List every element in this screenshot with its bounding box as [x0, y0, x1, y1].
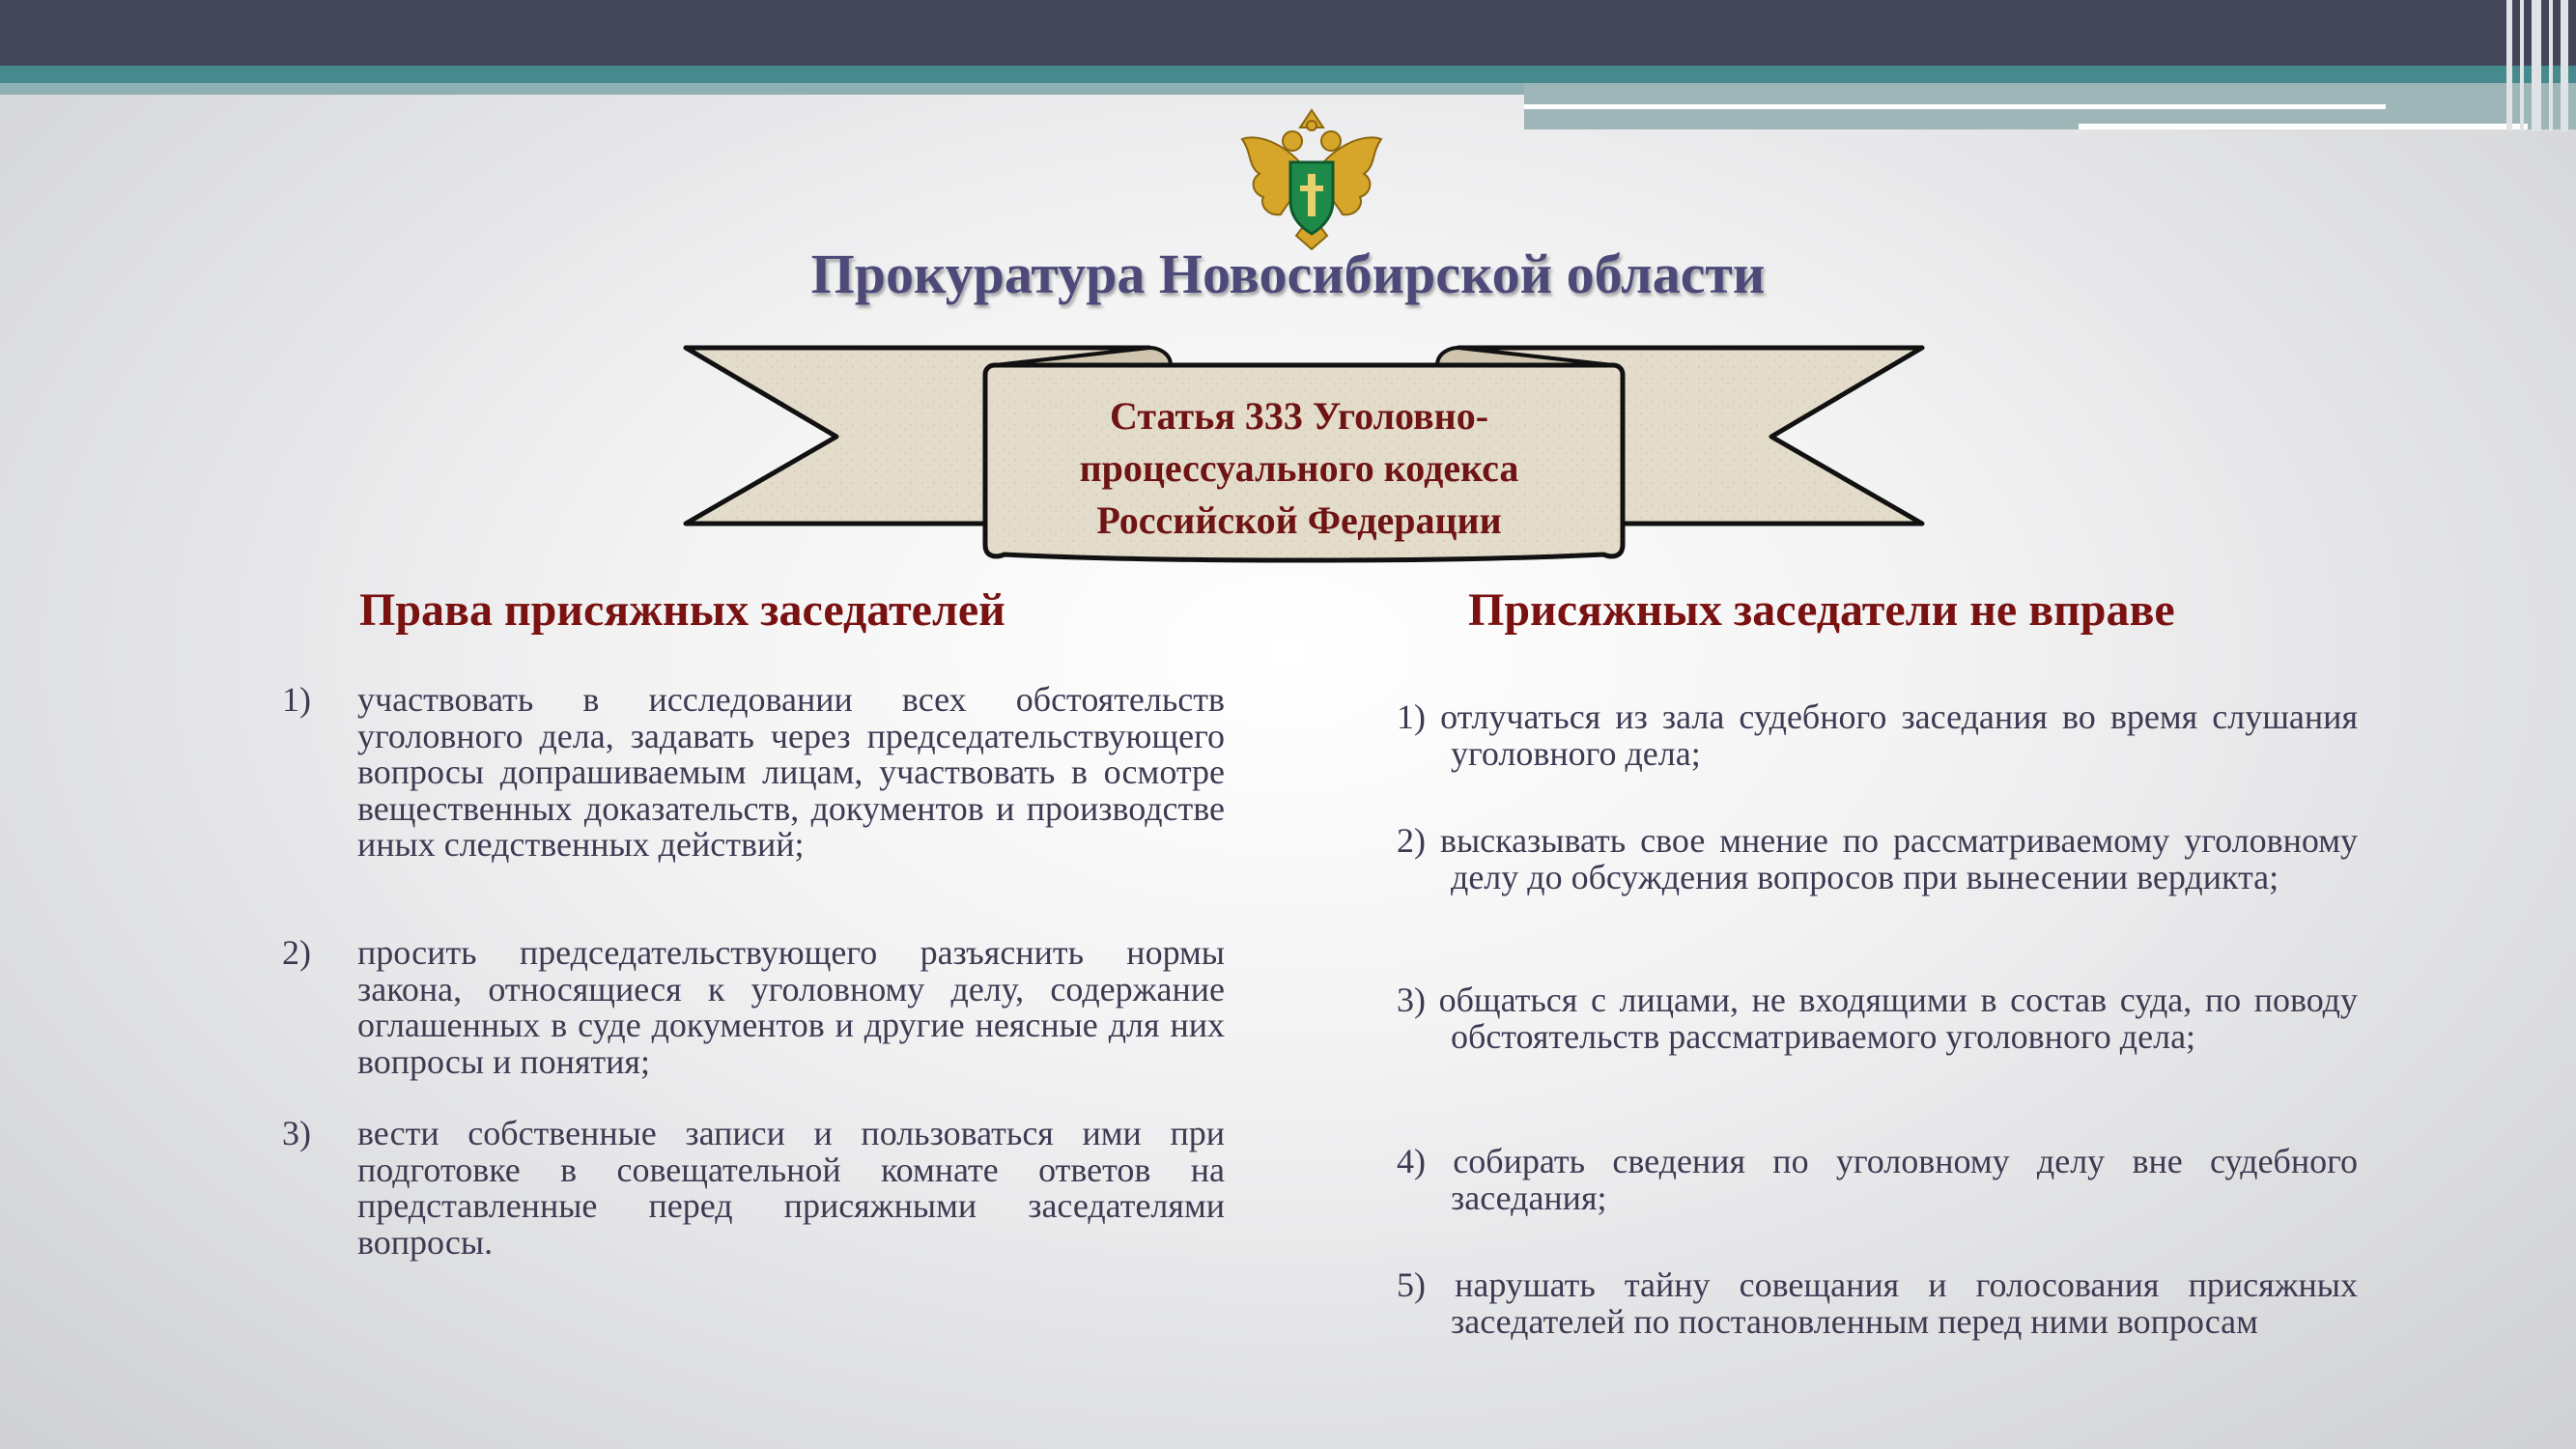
prohibitions-heading: Присяжных заседатели не вправе [1468, 584, 2175, 636]
rights-heading: Права присяжных заседателей [359, 584, 1005, 636]
banner-line: Российской Федерации [1096, 498, 1502, 542]
banner-line: Статья 333 Уголовно- [1109, 394, 1489, 438]
item-text: 3) общаться с лицами, не входящими в состав суда, по поводу обстоятельств рассматриваемого уголовного дела; [1397, 980, 2358, 1056]
teal-stripe [0, 66, 2576, 83]
item-text: просить председательствующего разъяснить нормы закона, относящиеся к уголовному делу, содержание оглашенных в суде документов и другие неясные для них вопросы и понятия; [357, 933, 1225, 1081]
banner-text [995, 390, 1603, 547]
item-text: вести собственные записи и пользоваться ими при подготовке в совещательной комнате ответов на представленные перед присяжными заседателями вопросы. [357, 1114, 1225, 1262]
item-number: 1) [282, 680, 311, 719]
item-text: 4) собирать сведения по уголовному делу вне судебного заседания; [1397, 1142, 2358, 1217]
item-text: 2) высказывать свое мнение по рассматриваемому уголовному делу до обсуждения вопросов при вынесении вердикта; [1397, 821, 2358, 896]
white-line [2079, 124, 2528, 129]
banner-line: процессуального кодекса [1079, 446, 1519, 490]
top-bar [0, 0, 2576, 66]
item-text: 5) нарушать тайну совещания и голосования присяжных заседателей по постановленным перед ними вопросам [1397, 1265, 2358, 1341]
item-text: участвовать в исследовании всех обстоятельств уголовного дела, задавать через председательствующего вопросы допрашиваемым лицам, участвовать в осмотре вещественных доказательств, документов и производстве иных следственных действий; [357, 680, 1225, 864]
item-number: 2) [282, 933, 311, 972]
page-title: Прокуратура Новосибирской области [810, 242, 1766, 305]
item-text: 1) отлучаться из зала судебного заседания во время слушания уголовного дела; [1397, 697, 2358, 773]
grey-stripe [0, 83, 1524, 95]
item-number: 3) [282, 1114, 311, 1152]
eagle-emblem-icon [1238, 104, 1385, 259]
corner-stripes [2499, 0, 2576, 131]
white-line [1524, 104, 2386, 109]
